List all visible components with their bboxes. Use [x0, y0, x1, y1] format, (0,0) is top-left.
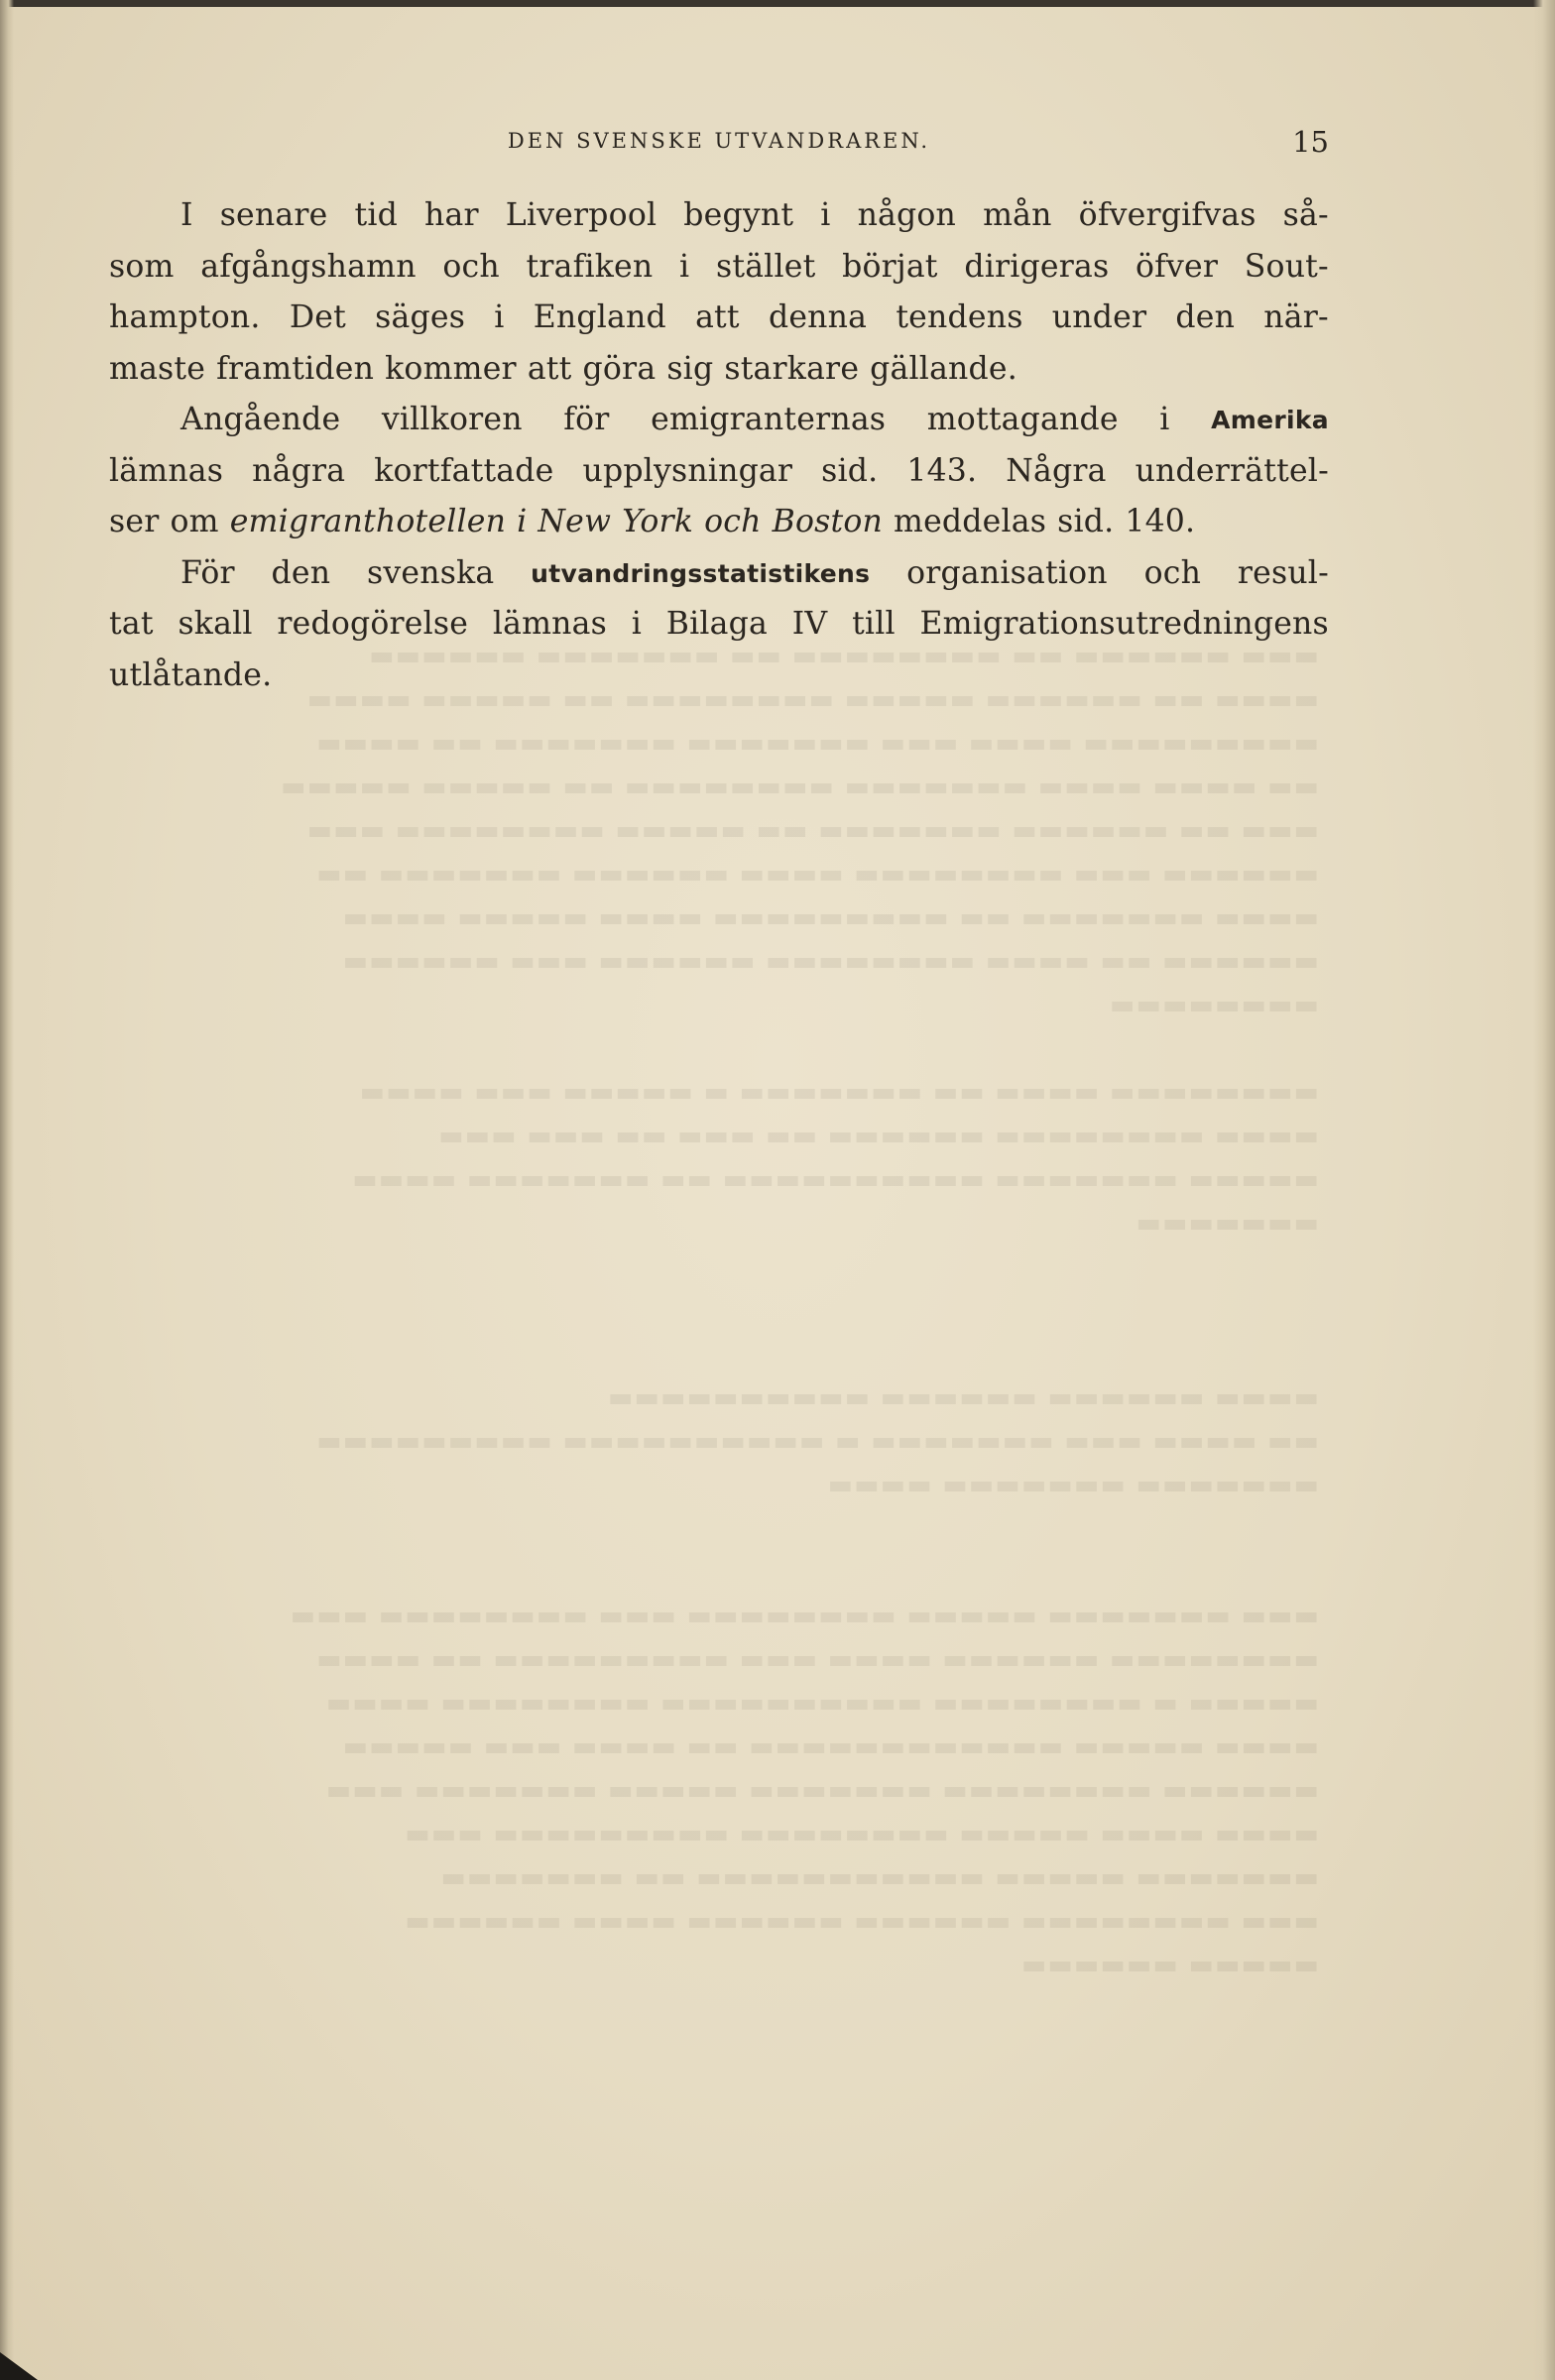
word: starkare: [724, 350, 860, 387]
word: kommer: [385, 350, 517, 387]
word: när-: [1263, 299, 1329, 335]
word: Det: [289, 299, 346, 335]
word: Bilaga: [665, 606, 768, 642]
text-line: [109, 651, 1329, 702]
word-italic: New: [538, 504, 612, 539]
page-right-edge: [1533, 0, 1555, 2380]
word: öfver: [1135, 248, 1219, 285]
word: har: [424, 197, 479, 233]
word: IV: [791, 606, 828, 642]
word: meddelas: [894, 504, 1047, 539]
word: begynt: [683, 197, 794, 233]
word: sid.: [821, 452, 879, 489]
text-line: [109, 599, 1329, 651]
word: mottagande: [926, 402, 1119, 437]
word: öfvergifvas: [1078, 197, 1256, 233]
text-line: [109, 344, 1329, 396]
word: i: [679, 248, 690, 285]
word-emphasis: Amerika: [1211, 406, 1329, 434]
word: Liverpool: [505, 197, 658, 233]
word: kortfattade: [374, 452, 554, 489]
word: den: [271, 554, 331, 591]
word: i: [631, 606, 643, 642]
page-left-edge: [0, 0, 14, 2380]
word: tat: [109, 606, 154, 642]
word-italic: Boston: [772, 504, 883, 539]
word: säges: [375, 299, 466, 335]
word: Några: [1006, 452, 1107, 489]
word-italic: och: [704, 504, 762, 539]
word: så-: [1282, 197, 1329, 233]
word: tendens: [896, 299, 1023, 335]
word: och: [1143, 554, 1202, 591]
word: organisation: [906, 554, 1108, 591]
word-italic: York: [622, 504, 694, 539]
word: göra: [582, 350, 657, 387]
word: i: [820, 197, 831, 233]
word: sid.: [1057, 504, 1115, 539]
word: i: [494, 299, 505, 335]
word: trafiken: [526, 248, 654, 285]
running-head: DEN SVENSKE UTVANDRAREN.: [507, 129, 931, 153]
word: utlåtande.: [109, 656, 273, 693]
word: resul-: [1237, 554, 1329, 591]
word: 143.: [906, 452, 978, 489]
word-italic: emigranthotellen: [229, 504, 507, 539]
word: emigranternas: [651, 402, 887, 437]
word: 140.: [1125, 504, 1196, 539]
word: för: [563, 402, 610, 437]
word: börjat: [842, 248, 938, 285]
word: England: [533, 299, 666, 335]
word: tid: [354, 197, 398, 233]
word: den: [1175, 299, 1236, 335]
word: För: [180, 554, 235, 591]
word: till: [852, 606, 896, 642]
page-top-border: [0, 0, 1555, 7]
word: senare: [219, 197, 328, 233]
text-line: [109, 395, 1329, 446]
word: i: [1159, 402, 1170, 437]
word: Angående: [180, 402, 341, 437]
word: och: [442, 248, 500, 285]
word: sig: [666, 350, 714, 387]
word: redogörelse: [277, 606, 469, 642]
text-line: [109, 293, 1329, 344]
word: framtiden: [216, 350, 375, 387]
word: några: [252, 452, 346, 489]
word: stället: [715, 248, 816, 285]
word: skall: [178, 606, 253, 642]
word: någon: [857, 197, 957, 233]
body-text: [109, 190, 1329, 701]
word: denna: [768, 299, 868, 335]
word: villkoren: [381, 402, 523, 437]
word: maste: [109, 350, 206, 387]
reverse-side-bleed-through: ▬▬▬ ▬▬▬▬▬▬ ▬▬ ▬▬▬▬▬▬▬▬ ▬▬ ▬▬▬▬▬▬▬ ▬▬▬▬▬▬ ▬▬▬▬ ▬▬ ▬▬▬▬▬▬ ▬▬▬▬▬ ▬▬▬▬▬▬▬▬ ▬▬ ▬▬▬▬▬ ▬▬▬▬ ▬▬▬▬▬▬▬▬▬ ▬▬▬▬ ▬▬▬ ▬▬▬▬▬▬▬ ▬▬▬▬▬▬▬ ▬▬ ▬▬▬▬ ▬▬ ▬▬▬▬ ▬▬▬▬ ▬▬▬▬▬▬▬ ▬▬▬▬▬▬▬▬ ▬▬ ▬▬▬▬▬ ▬▬▬▬▬ ▬▬▬ ▬▬ ▬▬▬▬▬▬ ▬▬▬▬▬▬▬ ▬▬ ▬▬▬▬▬ ▬▬▬▬▬▬▬▬ ▬▬▬ ▬▬▬▬▬▬ ▬▬▬ ▬▬▬▬▬▬▬▬ ▬▬▬▬ ▬▬▬▬▬▬ ▬▬▬▬▬▬▬ ▬▬ ▬▬▬▬ ▬▬▬▬▬▬▬ ▬▬ ▬▬▬▬▬▬▬▬▬ ▬▬▬▬ ▬▬▬▬▬ ▬▬▬▬ ▬▬▬▬▬▬ ▬▬ ▬▬▬▬ ▬▬▬▬▬▬▬▬ ▬▬▬▬▬▬ ▬▬▬ ▬▬▬▬▬▬ ▬▬▬▬▬▬▬▬ ▬▬▬▬▬▬▬▬ ▬▬▬▬ ▬▬ ▬▬▬▬▬▬▬ ▬ ▬▬▬▬▬ ▬▬▬ ▬▬▬▬ ▬▬▬▬ ▬▬▬▬▬▬▬▬ ▬▬▬▬▬▬ ▬▬ ▬▬▬ ▬▬ ▬▬▬ ▬▬▬ ▬▬▬▬▬ ▬▬▬▬▬▬▬ ▬▬▬▬▬▬▬▬▬▬ ▬▬ ▬▬▬▬▬▬▬ ▬▬▬▬ ▬▬▬▬▬▬▬ ▬▬▬▬ ▬▬▬▬▬▬ ▬▬▬▬▬▬ ▬▬▬▬▬▬▬▬▬▬ ▬▬ ▬▬▬▬ ▬▬▬ ▬▬▬▬▬▬▬ ▬ ▬▬▬▬▬▬▬▬▬▬ ▬▬▬▬▬▬▬▬▬ ▬▬▬▬▬▬▬ ▬▬▬▬▬▬▬ ▬▬▬▬ ▬▬▬ ▬▬▬▬▬▬▬ ▬▬▬▬▬ ▬▬▬▬▬▬▬▬ ▬▬▬ ▬▬▬▬▬▬▬▬ ▬▬▬ ▬▬▬▬▬▬▬▬ ▬▬▬▬▬▬ ▬▬▬▬ ▬▬▬ ▬▬▬▬▬▬▬▬▬ ▬▬ ▬▬▬▬ ▬▬▬▬▬ ▬ ▬▬▬▬▬▬▬▬ ▬▬▬▬▬▬▬▬▬▬ ▬▬▬▬▬▬▬▬ ▬▬▬▬ ▬▬▬▬ ▬▬▬▬▬ ▬▬▬▬▬▬▬▬▬▬▬▬ ▬▬ ▬▬▬▬ ▬▬▬ ▬▬▬▬▬ ▬▬▬▬▬▬ ▬▬▬▬▬▬▬▬ ▬▬▬▬▬▬▬ ▬▬▬▬▬ ▬▬▬▬▬▬▬ ▬▬▬ ▬▬▬▬ ▬▬▬▬ ▬▬▬▬▬ ▬▬▬▬▬▬▬▬ ▬▬▬▬▬▬▬▬▬ ▬▬▬ ▬▬▬▬▬▬▬ ▬▬▬▬▬ ▬▬▬▬▬▬▬▬▬▬▬ ▬▬ ▬▬▬▬▬▬▬ ▬▬▬ ▬▬▬▬▬▬▬▬ ▬▬▬▬▬▬ ▬▬▬▬▬▬ ▬▬▬▬ ▬▬▬▬▬▬ ▬▬▬▬▬ ▬▬▬▬▬▬: [280, 641, 1319, 1980]
word-italic: i: [517, 504, 528, 539]
text-line: [109, 446, 1329, 498]
word: I: [180, 197, 193, 233]
text-line: [109, 497, 1329, 548]
text-line: [109, 190, 1329, 242]
word: upplysningar: [582, 452, 793, 489]
word: att: [527, 350, 572, 387]
page-header: [109, 123, 1329, 163]
text-line: [109, 548, 1329, 600]
page-number: 15: [1292, 125, 1329, 159]
word: mån: [983, 197, 1052, 233]
word: om: [170, 504, 219, 539]
word: ser: [109, 504, 160, 539]
word: afgångshamn: [200, 248, 417, 285]
word: Sout-: [1244, 248, 1329, 285]
word: svenska: [367, 554, 495, 591]
word: lämnas: [492, 606, 608, 642]
word: underrättel-: [1135, 452, 1329, 489]
word: Emigrationsutredningens: [919, 606, 1329, 642]
word: gällande.: [870, 350, 1017, 387]
word: hampton.: [109, 299, 261, 335]
word: under: [1051, 299, 1147, 335]
word: lämnas: [109, 452, 224, 489]
text-line: [109, 242, 1329, 294]
word: att: [695, 299, 740, 335]
word: som: [109, 248, 175, 285]
word: dirigeras: [964, 248, 1110, 285]
word-emphasis: utvandringsstatistikens: [531, 558, 871, 588]
